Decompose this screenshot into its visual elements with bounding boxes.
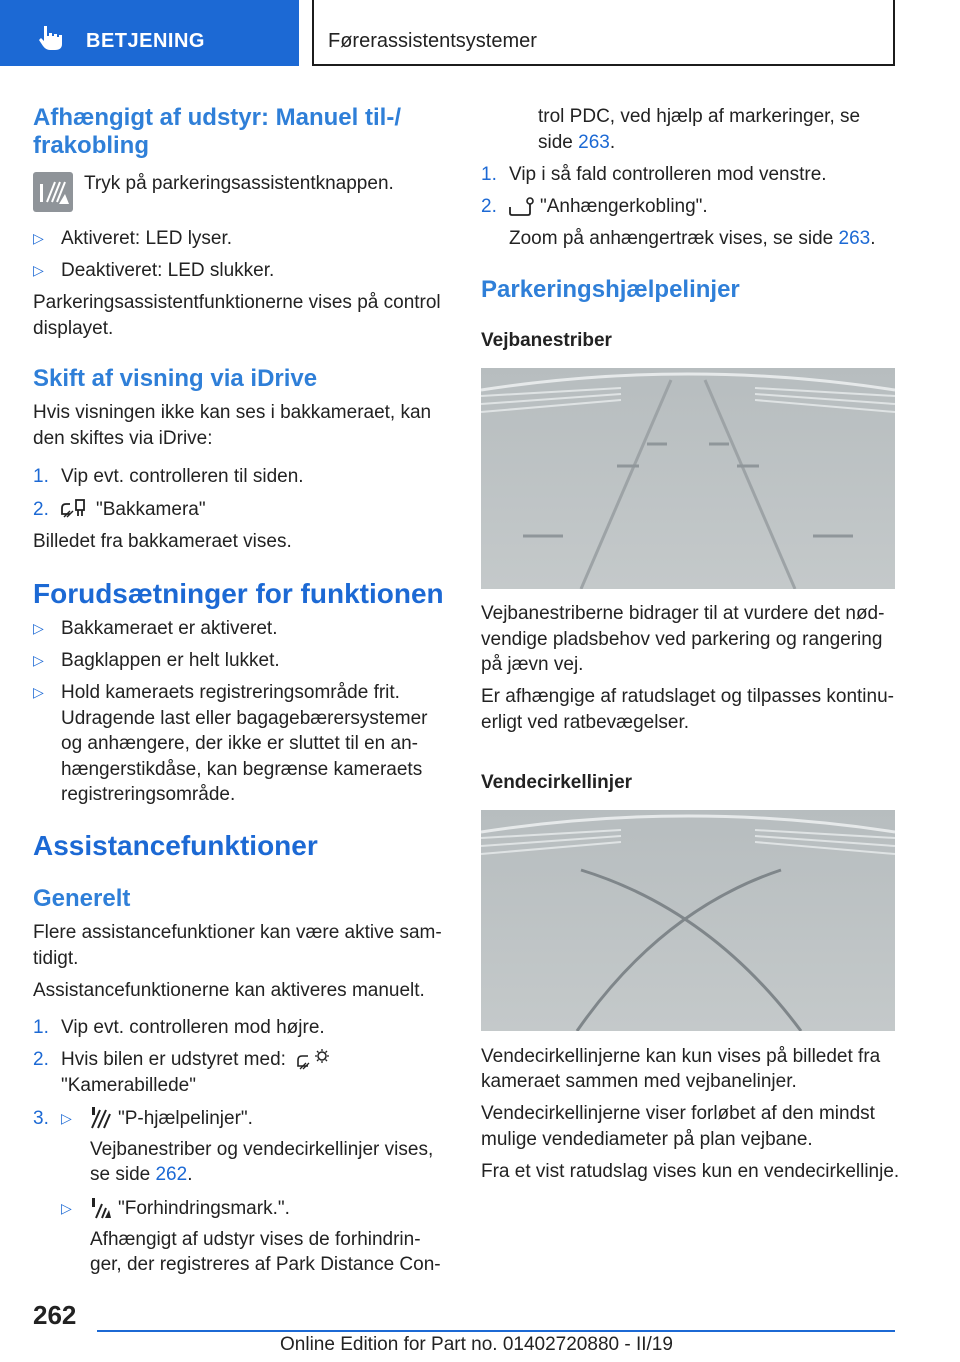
turn-paragraph-5: Fra et vist ratudslag vises kun en vendecirkellinje.	[481, 1161, 900, 1182]
heading-manual-1: Afhængigt af udstyr: Manuel til-/	[33, 104, 401, 131]
section-tab	[0, 0, 299, 66]
prereq-2: Bagklappen er helt lukket.	[61, 650, 280, 671]
general-paragraph-2: tidigt.	[33, 948, 79, 969]
step-number: 2.	[33, 499, 49, 520]
step-number: 1.	[33, 466, 49, 487]
prereq-3-line-5: registreringsområde.	[61, 784, 236, 805]
step-3b-desc-2: ger, der registreres af Park Distance Con-	[90, 1254, 441, 1275]
heading-assist-functions: Assistancefunktioner	[33, 830, 318, 861]
footer-edition: Online Edition for Part no. 01402720880 - II/19	[280, 1334, 673, 1355]
prereq-3-line-2: Udragende last eller bagagebærersystemer	[61, 708, 428, 729]
footer-divider	[97, 1330, 895, 1332]
trailer-hitch-icon	[508, 195, 534, 217]
bullet-icon: ▷	[33, 262, 44, 278]
turning-circle-image	[481, 810, 895, 1031]
parking-lines-icon	[90, 1106, 112, 1130]
page-link-263[interactable]: 263	[838, 228, 871, 249]
hand-pointer-icon	[38, 24, 64, 52]
bullet-icon: ▷	[33, 684, 44, 700]
bullet-icon: ▷	[33, 652, 44, 668]
step-number: 1.	[33, 1017, 49, 1038]
right-step-2: "Anhængerkobling".	[540, 196, 708, 217]
rear-camera-icon	[60, 498, 88, 520]
step-3a-desc-1: Vejbanestriber og vendecirkellinjer vises,	[90, 1139, 434, 1160]
continued-line-2: side 263.	[538, 132, 616, 153]
turn-paragraph-3: Vendecirkellinjerne viser forløbet af den mindst	[481, 1103, 875, 1124]
heading-prerequisites: Forudsætninger for funktionen	[33, 578, 444, 609]
heading-general: Generelt	[33, 885, 131, 912]
continued-line-1: trol PDC, ved hjælp af markeringer, se	[538, 106, 861, 127]
bullet-icon: ▷	[61, 1200, 72, 1216]
step-number: 1.	[481, 164, 497, 185]
idrive-result: Billedet fra bakkameraet vises.	[33, 531, 292, 552]
lane-paragraph-5: erligt ved ratbevægelser.	[481, 712, 690, 733]
idrive-paragraph-1: Hvis visningen ikke kan ses i bakkameraet, kan	[33, 402, 432, 423]
functions-shown-2: displayet.	[33, 318, 114, 339]
heading-lane-stripes: Vejbanestriber	[481, 330, 612, 351]
page-number: 262	[33, 1300, 77, 1330]
section-label: BETJENING	[86, 30, 205, 52]
idrive-step-2: "Bakkamera"	[96, 499, 206, 520]
obstacle-marking-icon	[90, 1196, 112, 1220]
functions-shown-1: Parkeringsassistentfunktionerne vises på control	[33, 292, 441, 313]
page-link-262[interactable]: 262	[155, 1164, 188, 1185]
lane-paragraph-3: på jævn vej.	[481, 654, 584, 675]
general-step-1: Vip evt. controlleren mod højre.	[61, 1017, 325, 1038]
turn-paragraph-1: Vendecirkellinjerne kan kun vises på billedet fra	[481, 1046, 881, 1067]
idrive-step-1: Vip evt. controlleren til siden.	[61, 466, 304, 487]
step-3a-desc-2: se side 262.	[90, 1164, 193, 1185]
prereq-1: Bakkameraet er aktiveret.	[61, 618, 278, 639]
heading-manual-2: frakobling	[33, 132, 150, 159]
lane-paragraph-2: vendige pladsbehov ved parkering og rangering	[481, 629, 883, 650]
lane-stripes-image	[481, 368, 895, 589]
prereq-3-line-4: hængerstikdåse, kan begrænse kameraets	[61, 759, 423, 780]
heading-idrive: Skift af visning via iDrive	[33, 365, 318, 392]
general-paragraph-3: Assistancefunktionerne kan aktiveres manuelt.	[33, 980, 425, 1001]
lane-paragraph-4: Er afhængige af ratudslaget og tilpasses kontinu-	[481, 686, 894, 707]
bullet-icon: ▷	[61, 1110, 72, 1126]
heading-turning-circle: Vendecirkellinjer	[481, 772, 633, 793]
bullet-icon: ▷	[33, 230, 44, 246]
general-step-2-label: "Kamerabillede"	[61, 1075, 196, 1096]
prereq-3-line-3: og anhængere, der ikke er sluttet til en an-	[61, 733, 418, 754]
parking-assist-button-icon	[33, 172, 73, 212]
page-link-263[interactable]: 263	[578, 132, 610, 153]
idrive-paragraph-2: den skiftes via iDrive:	[33, 428, 213, 449]
camera-settings-icon	[296, 1048, 330, 1072]
bullet-deactivated: Deaktiveret: LED slukker.	[61, 260, 275, 281]
chapter-box	[312, 0, 895, 66]
step-3b-label: "Forhindringsmark.".	[118, 1198, 290, 1219]
step-number: 2.	[33, 1049, 49, 1070]
right-step-1: Vip i så fald controlleren mod venstre.	[509, 164, 827, 185]
press-instruction: Tryk på parkeringsassistentknappen.	[84, 173, 394, 194]
turn-paragraph-2: kameraet sammen med vejbanelinjer.	[481, 1071, 797, 1092]
turn-paragraph-4: mulige vendediameter på plan vejbane.	[481, 1129, 813, 1150]
heading-parking-lines: Parkeringshjælpelinjer	[481, 276, 740, 303]
general-paragraph-1: Flere assistancefunktioner kan være aktive sam-	[33, 922, 442, 943]
bullet-icon: ▷	[33, 620, 44, 636]
bullet-activated: Aktiveret: LED lyser.	[61, 228, 233, 249]
chapter-title: Førerassistentsystemer	[328, 30, 537, 52]
general-step-2: Hvis bilen er udstyret med:	[61, 1049, 286, 1070]
lane-paragraph-1: Vejbanestriberne bidrager til at vurdere det nød-	[481, 603, 885, 624]
step-number: 2.	[481, 196, 497, 217]
step-number: 3.	[33, 1108, 49, 1129]
step-3b-desc-1: Afhængigt af udstyr vises de forhindrin-	[90, 1229, 421, 1250]
step-3a-label: "P-hjælpelinjer".	[118, 1108, 253, 1129]
right-step-2-desc: Zoom på anhængertræk vises, se side 263.	[509, 228, 876, 249]
prereq-3-line-1: Hold kameraets registreringsområde frit.	[61, 682, 400, 703]
